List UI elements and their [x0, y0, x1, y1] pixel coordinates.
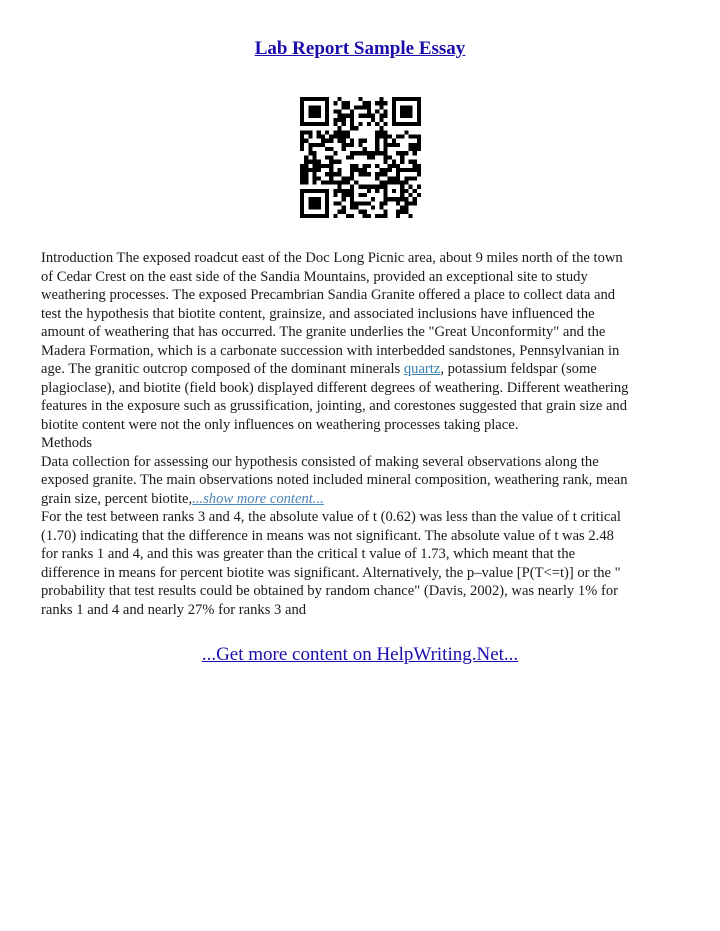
get-more-content-link[interactable]: ...Get more content on HelpWriting.Net... — [201, 644, 519, 665]
text-line: Data collection for assessing our hypothesis consisted of making several observations along the — [41, 453, 599, 470]
text-line: Madera Formation, which is a carbonate succession with interbedded sandstones, Pennsylvanian in — [41, 342, 620, 359]
text-segment: , potassium feldspar (some — [440, 361, 597, 377]
page-title[interactable]: Lab Report Sample Essay — [254, 38, 466, 59]
text-line: Introduction The exposed roadcut east of the Doc Long Picnic area, about 9 miles north of the town — [41, 250, 623, 266]
text-line — [41, 490, 691, 509]
text-segment: age. The granitic outcrop composed of the dominant minerals — [41, 361, 404, 377]
text-line: features in the exposure such as grussification, jointing, and corestones suggested that grain size and — [41, 398, 628, 414]
text-segment: grain size, percent biotite, — [41, 490, 193, 507]
text-line: probability that test results could be obtained by random chance" (Davis, 2002), was nearly 1% for — [41, 583, 618, 599]
show-more-link[interactable]: ...show more content... — [192, 490, 324, 507]
text-line: biotite content were not the only influences on weathering processes taking place. — [41, 416, 519, 433]
text-line: exposed granite. The main observations noted included mineral composition, weathering rank, mean — [41, 472, 628, 488]
text-line — [41, 360, 691, 379]
section-heading-methods: Methods — [41, 435, 93, 451]
text-line: ranks 1 and 4 and nearly 27% for ranks 3 and — [41, 601, 307, 618]
text-line: (1.70) indicating that the difference in means was not significant. The absolute value of t was 2.48 — [41, 527, 614, 544]
qr-code-icon — [300, 97, 421, 218]
text-line: plagioclase), and biotite (field book) displayed different degrees of weathering. Different weathering — [41, 379, 629, 396]
quartz-link[interactable]: quartz — [403, 361, 441, 377]
text-line: for ranks 1 and 4, and this was greater than the critical t value of 1.73, which meant that the — [41, 546, 576, 562]
article-body — [41, 249, 691, 619]
text-line: test the hypothesis that biotite content, grainsize, and associated inclusions have influenced the — [41, 305, 595, 322]
text-line: weathering processes. The exposed Precambrian Sandia Granite offered a place to collect data and — [41, 287, 616, 303]
text-line: of Cedar Crest on the east side of the Sandia Mountains, provided an exceptional site to study — [41, 268, 588, 285]
text-line: difference in means for percent biotite was significant. Alternatively, the p–value [P(T<=t)] or the " — [41, 564, 621, 581]
text-line: amount of weathering that has occurred. The granite underlies the "Great Unconformity" and the — [41, 324, 606, 340]
text-line: For the test between ranks 3 and 4, the absolute value of t (0.62) was less than the value of t critical — [41, 509, 621, 525]
